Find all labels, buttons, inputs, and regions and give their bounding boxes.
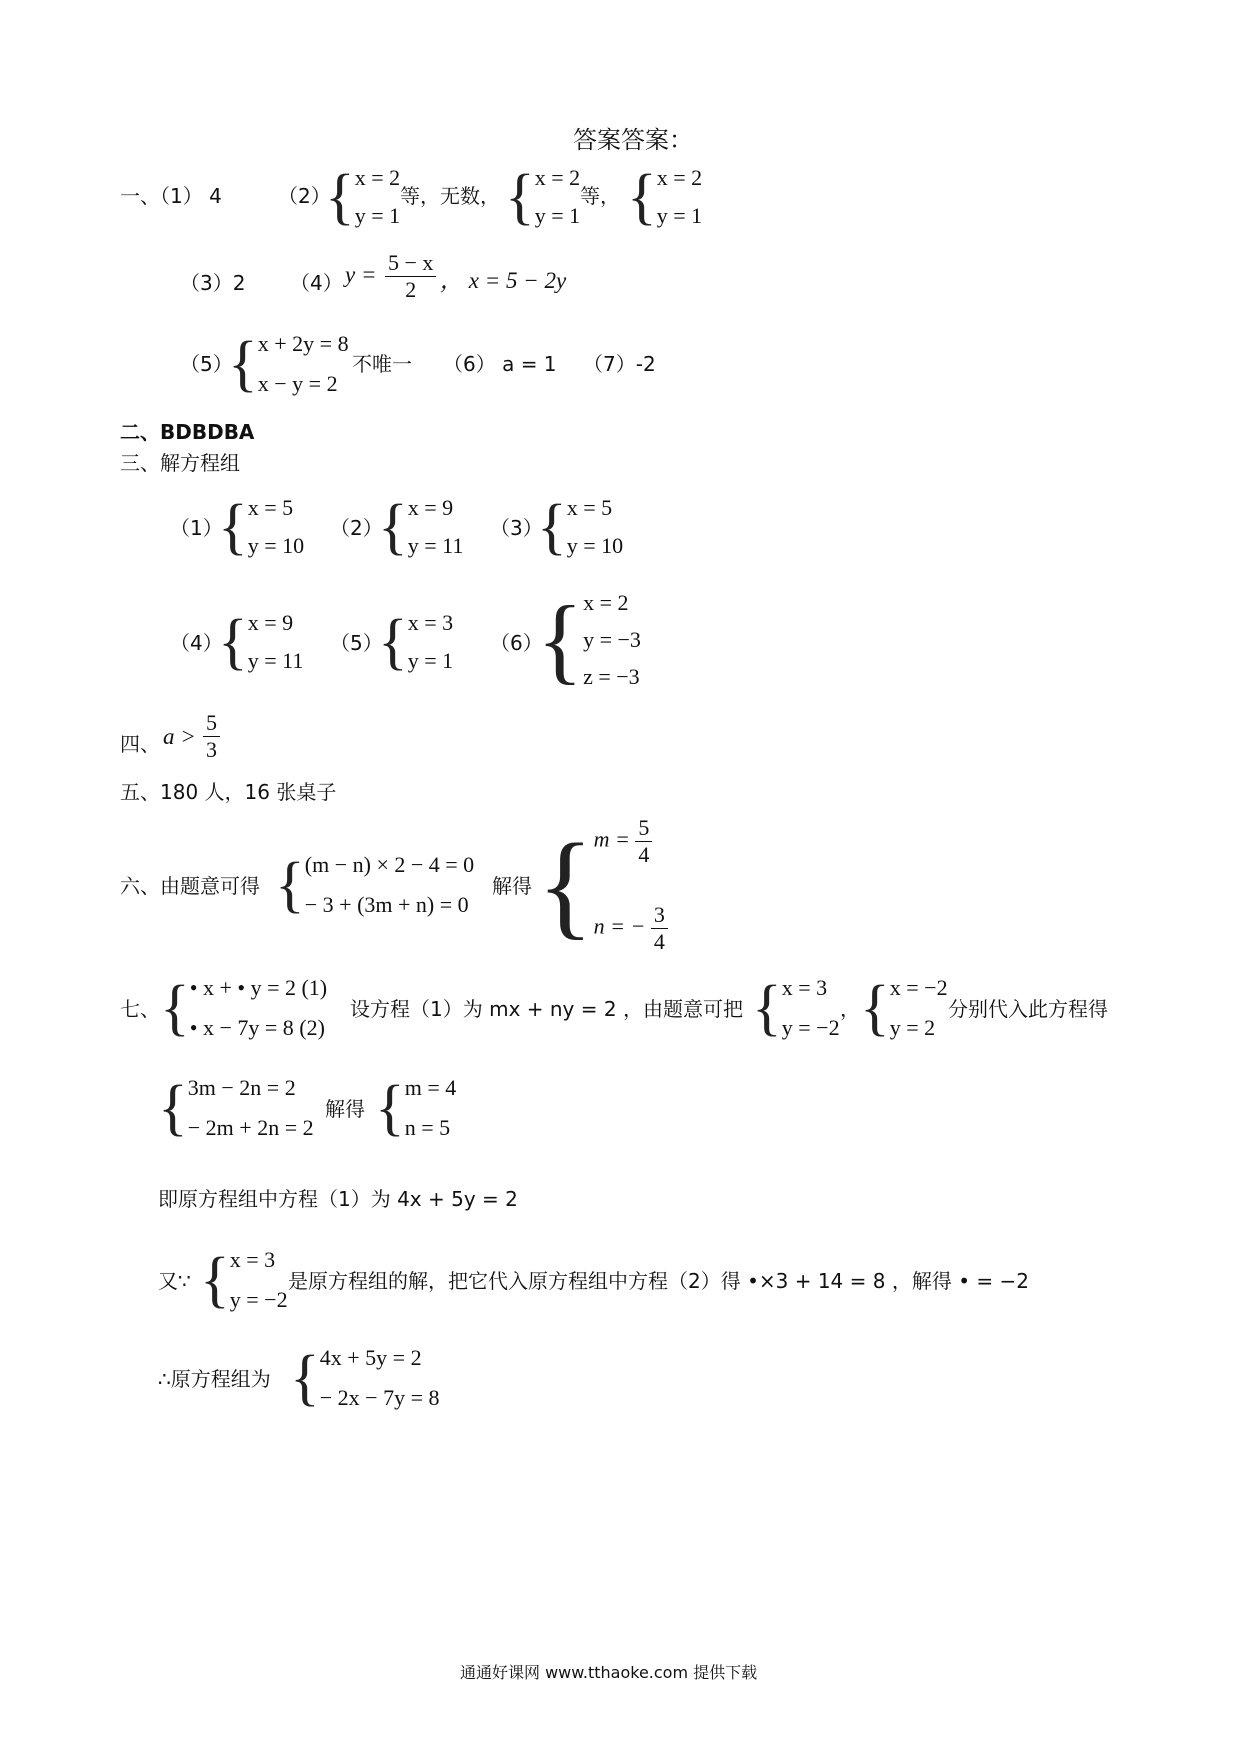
- equation-line: x = 2: [656, 165, 703, 190]
- s7-system-f: { 4x + 5y = 2 − 2x − 7y = 8: [290, 1340, 440, 1416]
- s3-item-3-system: { x = 5 y = 10: [537, 490, 623, 564]
- s1-text-1: 等，无数，: [400, 184, 500, 208]
- s7-line-3: 即原方程组中方程（1）为 4x + 5y = 2: [158, 1187, 518, 1211]
- s3-item-2-label: （2）: [330, 516, 383, 540]
- equation-line: − 2m + 2n = 2: [187, 1115, 314, 1140]
- s1-system-5: { x + 2y = 8 x − y = 2: [228, 326, 349, 402]
- s7-system-b: { x = −2 y = 2: [860, 970, 948, 1046]
- s1-system-3: { x = 2 y = 1: [627, 160, 702, 234]
- s3-item-1-label: （1）: [170, 516, 223, 540]
- s7-system-c: { 3m − 2n = 2 − 2m + 2n = 2: [158, 1070, 314, 1146]
- s6-label: 六、由题意可得: [120, 874, 260, 898]
- s7-line-4-text: 是原方程组的解，把它代入原方程组中方程（2）得 •×3 + 14 = 8 ，解得 • = −2: [288, 1269, 1029, 1293]
- fraction-denominator: 4: [638, 842, 650, 867]
- equation-line: m = 4: [404, 1075, 457, 1100]
- s7-system-d: { m = 4 n = 5: [375, 1070, 456, 1146]
- fraction-numerator: 3: [651, 902, 668, 929]
- page-title: 答案答案：: [573, 126, 693, 154]
- s7-system-a: { x = 3 y = −2: [752, 970, 840, 1046]
- s1-text-5: 不唯一: [352, 352, 412, 376]
- equation-line: y = 10: [247, 533, 305, 558]
- equation-line: − 3 + (3m + n) = 0: [304, 892, 469, 917]
- equation-line: 3m − 2n = 2: [187, 1075, 296, 1100]
- equation-line: y = −2: [781, 1015, 840, 1040]
- s3-item-4-label: （4）: [170, 631, 223, 655]
- equation-line: y = 10: [566, 533, 624, 558]
- equation-line: − 2x − 7y = 8: [319, 1385, 440, 1410]
- s7-label: 七、: [120, 997, 160, 1021]
- s7-text-1: 设方程（1）为 mx + ny = 2 ，由题意可把: [350, 997, 743, 1021]
- s1-p6: （6） a = 1: [443, 352, 557, 376]
- s7-comma: ，: [840, 997, 860, 1021]
- fraction-denominator: 4: [653, 929, 665, 954]
- equation-line: x = 5: [247, 495, 294, 520]
- equation-line: y = 1: [534, 203, 581, 228]
- equation-line: x = 2: [534, 165, 581, 190]
- equation-line: x = 2: [583, 590, 629, 615]
- s1-p5-label: （5）: [180, 352, 233, 376]
- s6-solution: { m = $\frac{5}{4}$ n = − $\frac{3}{4}$: [537, 815, 668, 955]
- equation-line: y = 1: [656, 203, 703, 228]
- s4-fraction: [203, 710, 220, 763]
- s1-label: 一、（1） 4: [120, 184, 222, 208]
- s6-system: { (m − n) × 2 − 4 = 0 − 3 + (3m + n) = 0: [275, 847, 474, 923]
- equation-line: x = 5: [566, 495, 613, 520]
- s3-item-3-label: （3）: [490, 516, 543, 540]
- s5-answer: 五、180 人，16 张桌子: [120, 780, 337, 804]
- equation-line: • x + • y = 2 (1): [189, 975, 328, 1000]
- s1-p2-label: （2）: [278, 184, 331, 208]
- s4-lhs: a >: [163, 724, 196, 749]
- equation-line: x = 3: [229, 1247, 276, 1272]
- s1-p3: （3）2: [180, 271, 246, 295]
- s7-text-2: 分别代入此方程得: [948, 997, 1108, 1021]
- equation-line: n = 5: [404, 1115, 451, 1140]
- n-lhs: n = −: [593, 913, 646, 939]
- s3-item-2-system: { x = 9 y = 11: [378, 490, 463, 564]
- s1-text-2: 等，: [580, 184, 620, 208]
- equation-line: x = 9: [247, 610, 294, 635]
- equation-line: • x − 7y = 8 (2): [189, 1015, 325, 1040]
- s7-system: { • x + • y = 2 (1) • x − 7y = 8 (2): [160, 970, 327, 1046]
- fraction-numerator: 5: [203, 710, 220, 737]
- equation-line: 4x + 5y = 2: [319, 1345, 422, 1370]
- equation-line: z = −3: [583, 664, 640, 689]
- n-solution: [594, 902, 668, 955]
- equation-line: x + 2y = 8: [257, 331, 349, 356]
- s3-item-1-system: { x = 5 y = 10: [218, 490, 304, 564]
- s3-item-6-system: { x = 2 y = −3 z = −3: [537, 586, 641, 693]
- s1-p4-label: （4）: [290, 271, 343, 295]
- equation-line: x = −2: [889, 975, 948, 1000]
- equation-line: x = 3: [781, 975, 828, 1000]
- equation-line: x = 3: [407, 610, 454, 635]
- s3-item-5-label: （5）: [330, 631, 383, 655]
- equation-line: x = 2: [354, 165, 401, 190]
- fraction-numerator: 5 − x: [385, 250, 436, 277]
- equation-line: y = 2: [889, 1015, 936, 1040]
- s3-item-5-system: { x = 3 y = 1: [378, 605, 453, 679]
- equation-line: x − y = 2: [257, 371, 338, 396]
- equation-line: y = 1: [354, 203, 401, 228]
- s7-line-4-prefix: 又∵: [158, 1269, 191, 1293]
- s3-item-6-label: （6）: [490, 631, 543, 655]
- s2-answers: 二、BDBDBA: [120, 420, 255, 444]
- s1-system-2: { x = 2 y = 1: [505, 160, 580, 234]
- fraction-denominator: 2: [405, 277, 417, 302]
- s1-p4-fraction: [385, 250, 436, 303]
- s1-p4-rest: ， x = 5 − 2y: [440, 268, 567, 293]
- s1-system-1: { x = 2 y = 1: [325, 160, 400, 234]
- fraction-denominator: 3: [206, 737, 217, 762]
- equation-line: y = 1: [407, 648, 454, 673]
- m-solution: [594, 815, 668, 868]
- s7-system-e: { x = 3 y = −2: [200, 1242, 288, 1318]
- equation-line: y = 11: [247, 648, 304, 673]
- s3-label: 三、解方程组: [120, 451, 240, 475]
- s1-p4-lhs: y =: [345, 262, 377, 287]
- equation-line: y = −2: [229, 1287, 288, 1312]
- m-lhs: m =: [593, 826, 630, 852]
- s7-line-5-prefix: ∴原方程组为: [158, 1367, 271, 1391]
- fraction-numerator: 5: [635, 815, 652, 842]
- page-footer: 通通好课网 www.tthaoke.com 提供下载: [460, 1663, 758, 1682]
- s7-solve-label: 解得: [325, 1097, 365, 1121]
- equation-line: y = −3: [583, 627, 641, 652]
- s6-solve-label: 解得: [492, 874, 532, 898]
- equation-line: (m − n) × 2 − 4 = 0: [304, 852, 475, 877]
- equation-line: y = 11: [407, 533, 464, 558]
- equation-line: x = 9: [407, 495, 454, 520]
- s1-p7: （7）-2: [583, 352, 656, 376]
- s3-item-4-system: { x = 9 y = 11: [218, 605, 303, 679]
- s4-label: 四、: [120, 732, 160, 756]
